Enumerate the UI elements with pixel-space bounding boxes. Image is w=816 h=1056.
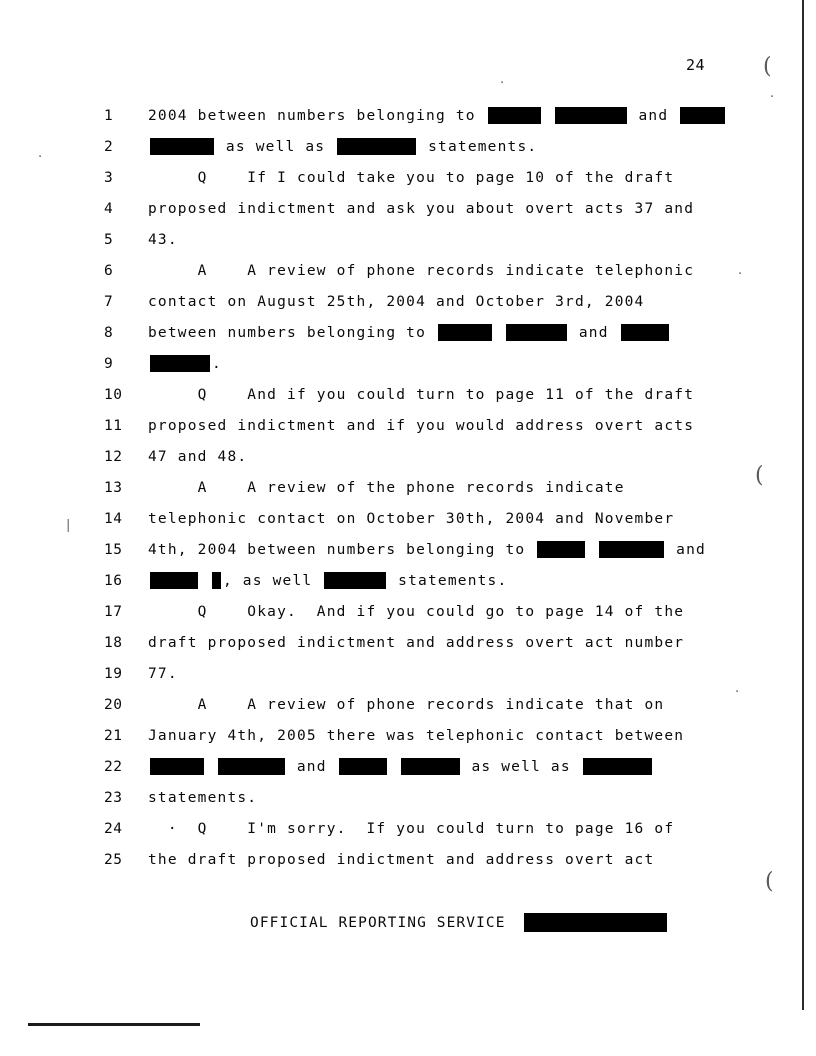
redaction-box bbox=[506, 324, 567, 341]
line-number: 14 bbox=[104, 510, 123, 527]
transcript-line bbox=[0, 317, 816, 348]
transcript-line bbox=[0, 751, 816, 782]
line-number: 16 bbox=[104, 572, 123, 589]
scan-artifact-speck: . bbox=[38, 146, 43, 161]
scan-bottom-artifact bbox=[28, 1023, 200, 1026]
line-text bbox=[148, 480, 756, 496]
line-number: 12 bbox=[104, 448, 123, 465]
transcript-line bbox=[0, 224, 816, 255]
redaction-box bbox=[524, 913, 667, 932]
transcript-line bbox=[0, 255, 816, 286]
redaction-box bbox=[337, 138, 416, 155]
line-number: 5 bbox=[104, 231, 114, 248]
line-number: 7 bbox=[104, 293, 114, 310]
text-run: 47 and 48. bbox=[148, 448, 248, 465]
transcript-line bbox=[0, 410, 816, 441]
redaction-box bbox=[150, 355, 210, 372]
redaction-box bbox=[537, 541, 585, 558]
line-number: 2 bbox=[104, 138, 114, 155]
redaction-box bbox=[150, 572, 198, 589]
line-text bbox=[148, 232, 756, 248]
text-run: the draft proposed indictment and address overt act bbox=[148, 851, 655, 868]
line-number: 11 bbox=[104, 417, 123, 434]
text-run bbox=[587, 542, 597, 558]
line-number: 25 bbox=[104, 851, 123, 868]
text-run: 77. bbox=[148, 665, 178, 682]
text-run: A A review of phone records indicate that on bbox=[148, 696, 665, 713]
text-run: 43. bbox=[148, 231, 178, 248]
transcript-line bbox=[0, 100, 816, 131]
line-number: 15 bbox=[104, 541, 123, 558]
transcript-body bbox=[0, 100, 816, 875]
line-number: 1 bbox=[104, 107, 114, 124]
line-number: 9 bbox=[104, 355, 114, 372]
line-number: 22 bbox=[104, 758, 123, 775]
transcript-line bbox=[0, 689, 816, 720]
redaction-box bbox=[212, 572, 221, 589]
line-text bbox=[148, 449, 756, 465]
scan-artifact-speck: . bbox=[500, 72, 505, 87]
line-text bbox=[148, 294, 756, 310]
redaction-box bbox=[150, 758, 204, 775]
line-text bbox=[148, 138, 756, 155]
redaction-box bbox=[150, 138, 214, 155]
redaction-box bbox=[680, 107, 725, 124]
redaction-box bbox=[218, 758, 285, 775]
text-run: statements. bbox=[418, 138, 538, 155]
text-run: telephonic contact on October 30th, 2004 and November bbox=[148, 510, 675, 527]
line-number: 23 bbox=[104, 789, 123, 806]
text-run: and bbox=[568, 324, 619, 341]
redaction-box bbox=[438, 324, 492, 341]
line-number: 3 bbox=[104, 169, 114, 186]
text-run: , as well bbox=[222, 572, 323, 589]
line-text bbox=[148, 170, 756, 186]
transcript-line bbox=[0, 472, 816, 503]
line-text bbox=[148, 790, 756, 806]
line-text bbox=[148, 541, 756, 558]
scan-artifact-speck: . bbox=[770, 86, 775, 101]
line-text bbox=[148, 821, 756, 837]
line-text bbox=[148, 418, 756, 434]
transcript-line bbox=[0, 193, 816, 224]
line-number: 17 bbox=[104, 603, 123, 620]
redaction-box bbox=[599, 541, 664, 558]
transcript-line bbox=[0, 782, 816, 813]
text-run bbox=[389, 759, 399, 775]
redaction-box bbox=[621, 324, 669, 341]
line-number: 18 bbox=[104, 634, 123, 651]
text-run: draft proposed indictment and address overt act number bbox=[148, 634, 685, 651]
line-text bbox=[148, 635, 756, 651]
text-run: contact on August 25th, 2004 and October 3rd, 2004 bbox=[148, 293, 645, 310]
line-text bbox=[148, 511, 756, 527]
text-run: January 4th, 2005 there was telephonic contact between bbox=[148, 727, 685, 744]
transcript-line bbox=[0, 658, 816, 689]
transcript-line bbox=[0, 720, 816, 751]
text-run bbox=[206, 759, 216, 775]
transcript-line bbox=[0, 503, 816, 534]
transcript-line bbox=[0, 534, 816, 565]
scan-artifact-paren: ( bbox=[765, 869, 774, 894]
transcript-line bbox=[0, 131, 816, 162]
line-number: 8 bbox=[104, 324, 114, 341]
text-run: between numbers belonging to bbox=[148, 324, 436, 341]
text-run: statements. bbox=[148, 789, 258, 806]
line-number: 10 bbox=[104, 386, 123, 403]
line-text bbox=[148, 572, 756, 589]
redaction-box bbox=[401, 758, 460, 775]
scan-artifact-tick: | bbox=[66, 518, 71, 533]
text-run: proposed indictment and if you would address overt acts bbox=[148, 417, 695, 434]
text-run: and bbox=[286, 758, 337, 775]
transcript-line bbox=[0, 379, 816, 410]
line-number: 19 bbox=[104, 665, 123, 682]
text-run: 4th, 2004 between numbers belonging to bbox=[148, 541, 536, 558]
text-run: Q If I could take you to page 10 of the draft bbox=[148, 169, 675, 186]
transcript-line bbox=[0, 348, 816, 379]
page-footer bbox=[250, 913, 669, 932]
line-text bbox=[148, 604, 756, 620]
text-run bbox=[200, 573, 210, 589]
text-run: as well as bbox=[216, 138, 336, 155]
line-text bbox=[148, 728, 756, 744]
text-run: proposed indictment and ask you about overt acts 37 and bbox=[148, 200, 695, 217]
redaction-box bbox=[324, 572, 386, 589]
text-run: Q And if you could turn to page 11 of the draft bbox=[148, 386, 695, 403]
line-text bbox=[148, 758, 756, 775]
text-run: 2004 between numbers belonging to bbox=[148, 107, 486, 124]
line-number: 13 bbox=[104, 479, 123, 496]
transcript-line bbox=[0, 441, 816, 472]
transcript-line bbox=[0, 286, 816, 317]
text-run: and bbox=[628, 107, 679, 124]
line-number: 4 bbox=[104, 200, 114, 217]
line-text bbox=[148, 387, 756, 403]
scan-artifact-paren: ( bbox=[763, 54, 772, 79]
line-number: 24 bbox=[104, 820, 123, 837]
redaction-box bbox=[555, 107, 627, 124]
line-text bbox=[148, 666, 756, 682]
redaction-box bbox=[339, 758, 387, 775]
text-run bbox=[543, 108, 553, 124]
scan-artifact-speck: . bbox=[735, 681, 740, 696]
line-number: 20 bbox=[104, 696, 123, 713]
footer-label: OFFICIAL REPORTING SERVICE bbox=[250, 914, 506, 931]
transcript-line bbox=[0, 844, 816, 875]
line-text bbox=[148, 201, 756, 217]
text-run: A A review of the phone records indicate bbox=[148, 479, 625, 496]
redaction-box bbox=[583, 758, 652, 775]
text-run: · Q I'm sorry. If you could turn to page 16 of bbox=[148, 820, 675, 837]
line-number: 21 bbox=[104, 727, 123, 744]
transcript-line bbox=[0, 162, 816, 193]
text-run: statements. bbox=[388, 572, 508, 589]
scan-artifact-paren: ( bbox=[755, 463, 764, 488]
line-text bbox=[148, 263, 756, 279]
line-text bbox=[148, 355, 756, 372]
transcript-line bbox=[0, 596, 816, 627]
text-run bbox=[494, 325, 504, 341]
transcript-line bbox=[0, 565, 816, 596]
line-number: 6 bbox=[104, 262, 114, 279]
scan-artifact-speck: . bbox=[738, 263, 743, 278]
text-run: as well as bbox=[461, 758, 581, 775]
text-run: Q Okay. And if you could go to page 14 of the bbox=[148, 603, 685, 620]
line-text bbox=[148, 852, 756, 868]
text-run: and bbox=[666, 541, 706, 558]
text-run: . bbox=[212, 355, 222, 372]
text-run: A A review of phone records indicate telephonic bbox=[148, 262, 695, 279]
page-number: 24 bbox=[686, 56, 706, 74]
transcript-line bbox=[0, 813, 816, 844]
line-text bbox=[148, 324, 756, 341]
line-text bbox=[148, 697, 756, 713]
redaction-box bbox=[488, 107, 541, 124]
line-text bbox=[148, 107, 756, 124]
transcript-line bbox=[0, 627, 816, 658]
